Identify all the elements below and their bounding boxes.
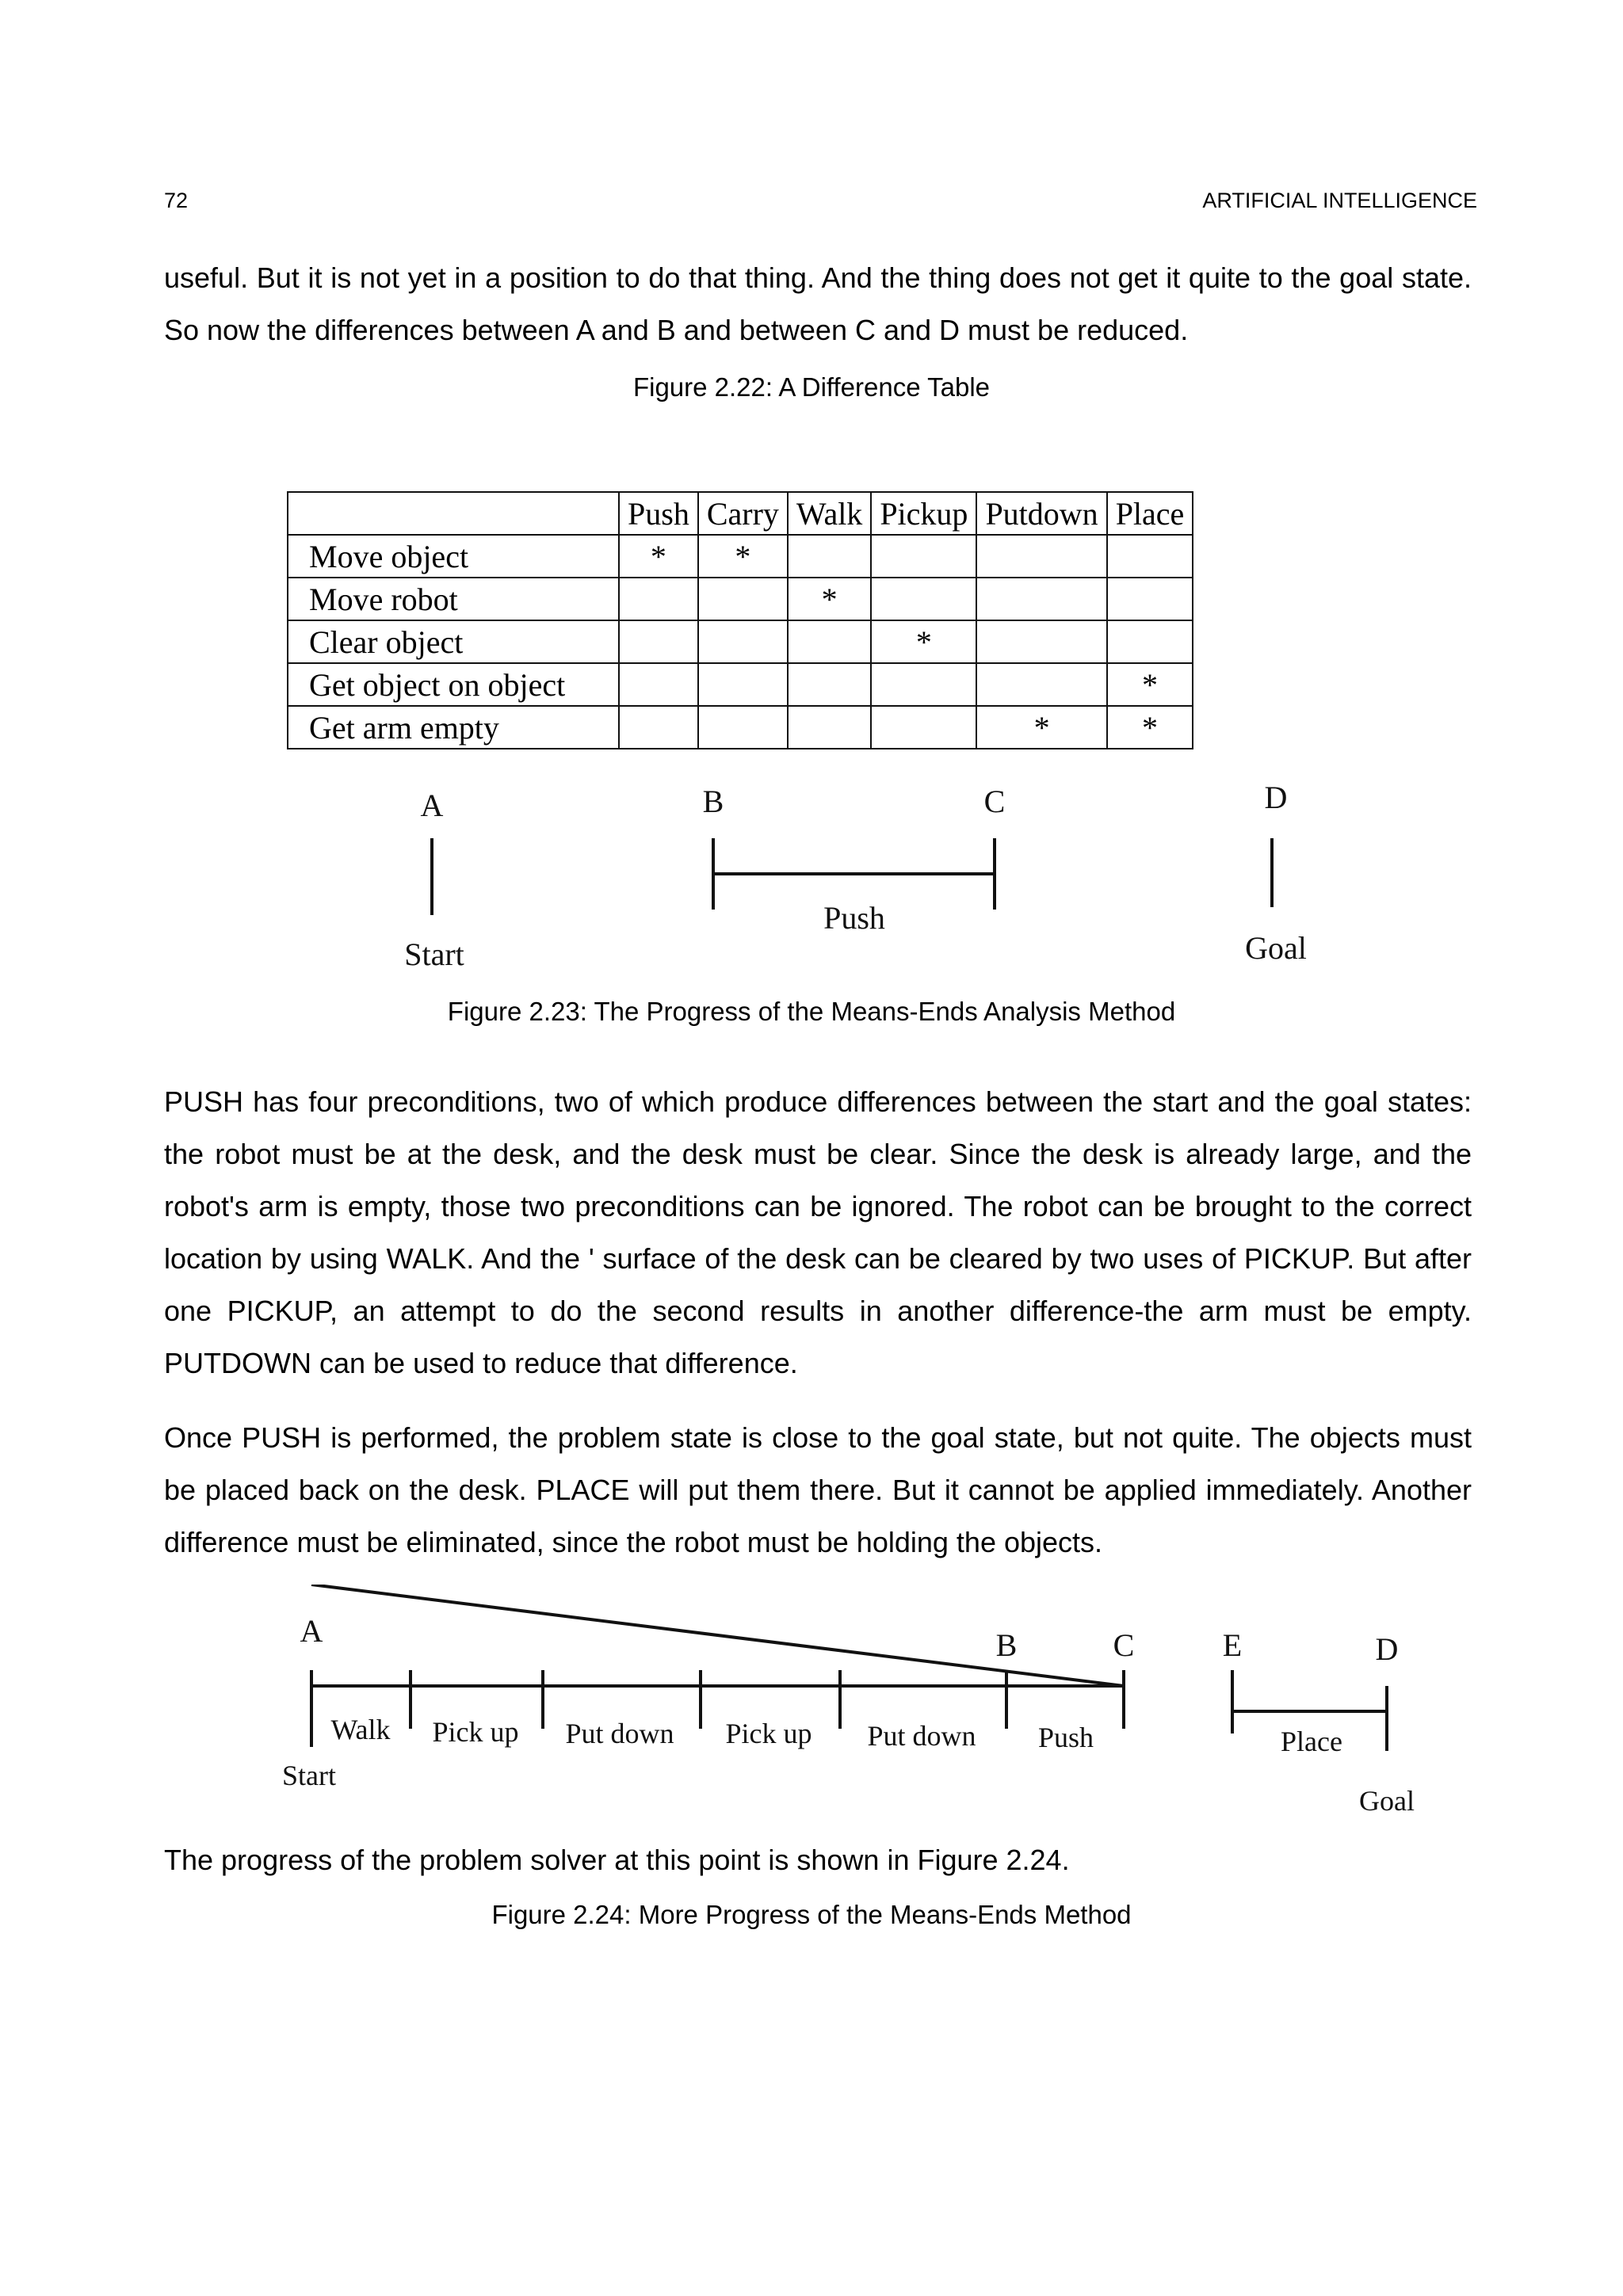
row-label: Move object	[288, 535, 619, 578]
segment-label: Pick up	[432, 1716, 519, 1748]
goal-label: Goal	[1359, 1785, 1415, 1817]
column-header: Place	[1107, 492, 1193, 535]
paragraph-4: The progress of the problem solver at this point is shown in Figure 2.24.	[164, 1844, 1070, 1876]
row-label: Get object on object	[288, 663, 619, 706]
row-label: Move robot	[288, 578, 619, 620]
figure-2-23-caption: Figure 2.23: The Progress of the Means-Ends Analysis Method	[447, 997, 1176, 1026]
goal-label: Goal	[1245, 930, 1307, 966]
column-header: Walk	[788, 492, 871, 535]
start-label: Start	[282, 1760, 336, 1791]
table-cell: *	[1107, 663, 1193, 706]
point-e-label: E	[1222, 1627, 1243, 1663]
paragraph-3: Once PUSH is performed, the problem state is close to the goal state, but not quite. The objects must be placed back on the desk. PLACE will put them there. But it cannot be applied immediately. Another difference must be eliminated, since the robot must be holding the objects.	[164, 1421, 1472, 1558]
column-header: Carry	[698, 492, 788, 535]
table-cell: *	[976, 706, 1106, 749]
segment-label: Push	[1037, 1722, 1094, 1753]
point-c-label: C	[1113, 1627, 1135, 1663]
point-d-label: D	[1375, 1631, 1399, 1667]
point-d-label: D	[1264, 780, 1288, 815]
column-header: Putdown	[976, 492, 1106, 535]
figure-2-24-caption: Figure 2.24: More Progress of the Means-Ends Method	[491, 1900, 1132, 1929]
push-segment-label: Push	[823, 900, 885, 936]
point-a-label: A	[300, 1613, 323, 1649]
figure-2-22-caption: Figure 2.22: A Difference Table	[632, 372, 991, 402]
segment-label: Put down	[867, 1720, 976, 1752]
point-c-label: C	[983, 784, 1006, 819]
place-label: Place	[1281, 1726, 1342, 1757]
point-a-label: A	[420, 788, 444, 823]
segment-label: Walk	[330, 1714, 391, 1745]
column-header: Pickup	[871, 492, 976, 535]
table-cell: *	[788, 578, 871, 620]
paragraph-1: useful. But it is not yet in a position to do that thing. And the thing does not get it quite to the goal state. So now the differences between A and B and between C and D must be reduced.	[164, 261, 1472, 346]
point-b-label: B	[995, 1627, 1018, 1663]
table-cell: *	[871, 620, 976, 663]
start-label: Start	[404, 936, 464, 972]
table-cell: *	[1107, 706, 1193, 749]
figure-2-23-diagram	[0, 0, 1623, 990]
segment-label: Pick up	[725, 1718, 812, 1749]
segment-label: Put down	[565, 1718, 674, 1749]
row-label: Get arm empty	[288, 706, 619, 749]
row-label: Clear object	[288, 620, 619, 663]
table-cell: *	[619, 535, 698, 578]
table-cell: *	[698, 535, 788, 578]
figure-2-24-diagram	[0, 1585, 1623, 1838]
point-b-label: B	[702, 784, 724, 819]
page-number: 72	[164, 189, 189, 212]
paragraph-2: PUSH has four preconditions, two of which produce differences between the start and the goal states: the robot must be at the desk, and the desk must be clear. Since the desk is already large, and the robot's arm is empty, those two preconditions can be ignored. The robot can be brought to the correct location by using WALK. And the ' surface of the desk can be cleared by two uses of PICKUP. But after one PICKUP, an attempt to do the second results in another difference-the arm must be empty. PUTDOWN can be used to reduce that difference.	[164, 1085, 1472, 1379]
running-header: ARTIFICIAL INTELLIGENCE	[1202, 189, 1477, 212]
column-header: Push	[619, 492, 698, 535]
